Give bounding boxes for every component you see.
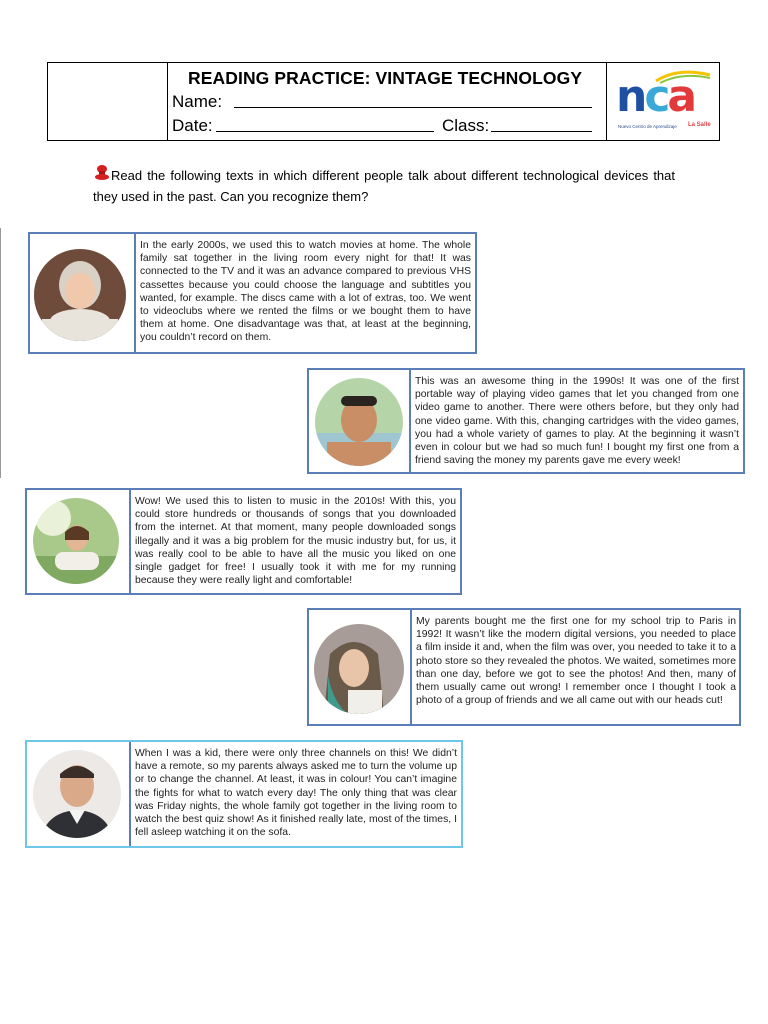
instruction xyxy=(93,164,675,207)
photo-cell xyxy=(27,490,131,593)
logo-subtitle: Nuevo Centro de Aprendizaje xyxy=(618,124,677,129)
instruction-text: Read the following texts in which different people talk about different technological devices that they used in the past. Can you recognize them? xyxy=(93,168,675,204)
pushpin-icon xyxy=(93,164,111,182)
name-label: Name: xyxy=(172,92,223,111)
man-in-suit-photo xyxy=(33,750,121,838)
header-empty-cell xyxy=(48,63,168,140)
text-box-3 xyxy=(25,488,462,595)
older-woman-photo xyxy=(34,249,126,341)
text-2: This was an awesome thing in the 1990s! It was one of the first portable way of playing video games that let you changed from one video game to another. There were others before, but they only had one video game. With this, changing cartridges with the video games, you had a whole variety of games to play. At the beginning it wasn’t even in colour but we had so much fun! I bought my first one from a friend saving the money my parents gave me every week! xyxy=(415,376,739,467)
date-field[interactable] xyxy=(216,131,434,132)
woman-outdoors-photo xyxy=(33,498,119,584)
logo-letters: nca xyxy=(616,71,695,122)
text-4: My parents bought me the first one for my school trip to Paris in 1992! It wasn’t like the modern digital versions, you needed to place a film inside it and, when the film was over, you needed to take it to a photo store so they revealed the photos. We waited, sometimes more than one day, before we got to see the photos! And then, many of them usually came out wrong! I remember once I thought I took a photo of a group of friends and we all came out with our heads cut! xyxy=(416,616,736,707)
text-box-1 xyxy=(28,232,477,354)
photo-cell xyxy=(309,610,412,724)
text-1: In the early 2000s, we used this to watch movies at home. The whole family sat together in the living room every night for that! It was connected to the TV and it was an advance compared to previous VHS cassettes because you could choose the language and subtitles you wanted, for example. The discs came with a lot of extras, too. We went to videoclubs where we rented the films or we bought them to have them at home. One disadvantage was that, at least at the beginning, you couldn’t record on them. xyxy=(140,240,471,344)
name-field[interactable] xyxy=(234,107,592,108)
photo-cell xyxy=(30,234,136,352)
text-box-4 xyxy=(307,608,741,726)
photo-cell xyxy=(309,370,411,472)
margin-rule xyxy=(0,228,1,478)
text-5: When I was a kid, there were only three channels on this! We didn’t have a remote, so my parents always asked me to turn the volume up or to change the channel. At least, it was in colour! You can’t imagine the fights for what to watch every day! The only thing that was clear was Friday nights, the whole family got together in the living room to watch the best quiz show! As it finished really late, most of the times, I fell asleep watching it on the sofa. xyxy=(135,748,457,839)
text-3: Wow! We used this to listen to music in the 2010s! With this, you could store hundreds or thousands of songs that you downloaded from the internet. At that moment, many people downloaded songs illegally and it was a big problem for the music industry but, for us, it was really cool to be able to have all the music you liked on one single gadget for free! I usually took it with me for my running because they were really light and comfortable! xyxy=(135,496,456,587)
photo-cell xyxy=(27,742,131,846)
text-box-2 xyxy=(307,368,745,474)
logo-brand: La Salle xyxy=(688,122,711,128)
smiling-man-photo xyxy=(315,378,403,466)
nca-logo xyxy=(616,69,712,135)
class-label: Class: xyxy=(442,116,490,135)
header-table xyxy=(47,62,720,141)
header-divider xyxy=(606,63,607,140)
woman-headscarf-photo xyxy=(314,624,404,714)
text-box-5 xyxy=(25,740,463,848)
class-field[interactable] xyxy=(491,131,592,132)
worksheet-title: READING PRACTICE: VINTAGE TECHNOLOGY xyxy=(188,68,583,88)
date-label: Date: xyxy=(172,116,213,135)
